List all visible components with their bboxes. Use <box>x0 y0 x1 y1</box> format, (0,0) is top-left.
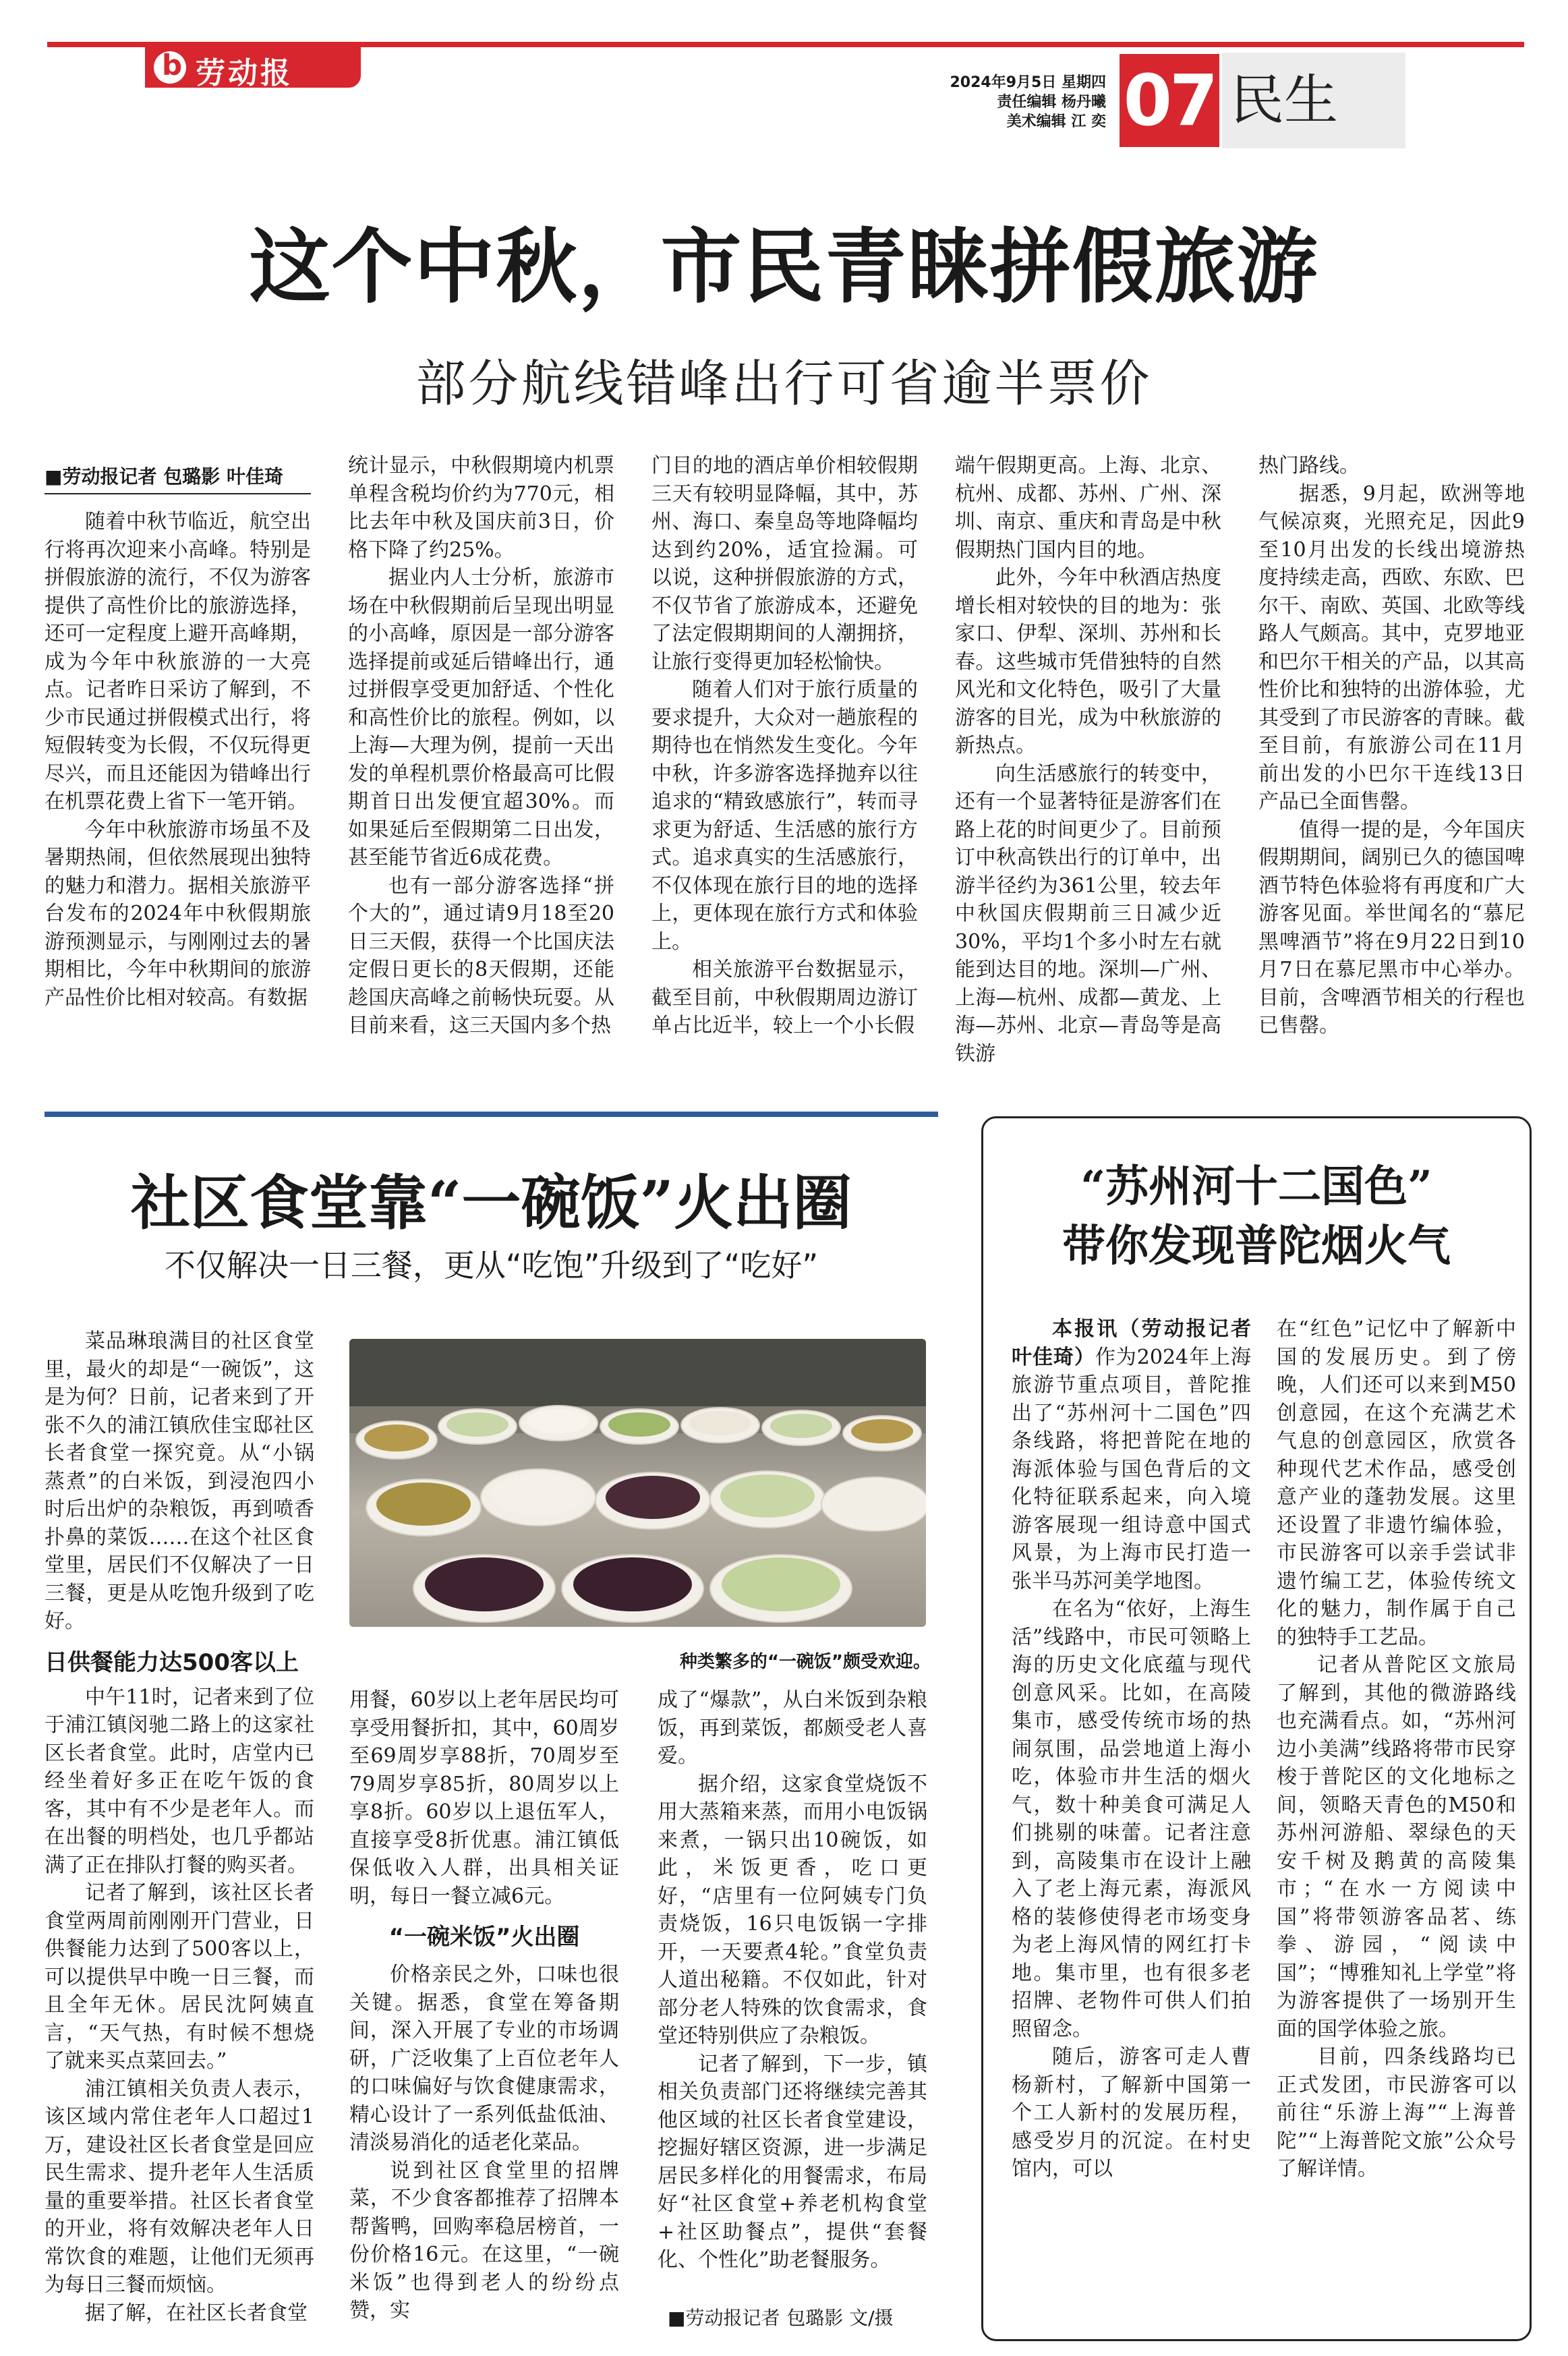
article1-headline: 这个中秋，市民青睐拼假旅游 <box>249 219 1319 314</box>
paragraph: 随着人们对于旅行质量的要求提升，大众对一趟旅程的期待也在悄然发生变化。今年中秋，许多游客选择抛弃以往追求的“精致感旅行”，转而寻求更为舒适、生活感的旅行方式。追求真实的生活感旅行，不仅体现在旅行目的地的选择上，更体现在旅行方式和体验上。 <box>651 678 918 954</box>
masthead-rule <box>47 42 1524 47</box>
logo-icon <box>154 51 186 84</box>
article2-column-2 <box>349 1686 619 2325</box>
paragraph <box>1012 1315 1251 1595</box>
paragraph: 在名为“依好，上海生活”线路中，市民可领略上海的历史文化底蕴与现代创意风采。比如，在高陵集市，感受传统市场的热闹氛围，品尝地道上海小吃，体验市井生活的烟火气，数十种美食可满足人们挑剔的味蕾。记者注意到，高陵集市在设计上融入了老上海元素，海派风格的装修使得老市场变身为老上海风情的网红打卡地。集市里，也有很多老招牌、老物件可供人们拍照留念。 <box>1012 1597 1251 2041</box>
responsible-editor: 责任编辑 杨丹曦 <box>997 94 1106 111</box>
paragraph: 端午假期更高。上海、北京、杭州、成都、苏州、广州、深圳、南京、重庆和青岛是中秋假期热门国内目的地。 <box>955 454 1221 562</box>
subheading: 日供餐能力达500客以上 <box>45 1648 299 1676</box>
article2-headline: 社区食堂靠“一碗饭”火出圈 <box>130 1168 852 1238</box>
paragraph: 此外，今年中秋酒店热度增长相对较快的目的地为：张家口、伊犁、深圳、苏州和长春。这些城市凭借独特的自然风光和文化特色，吸引了大量游客的目光，成为中秋旅游的新热点。 <box>955 566 1221 757</box>
paragraph: 菜品琳琅满目的社区食堂里，最火的却是“一碗饭”，这是为何？日前，记者来到了开张不久的浦江镇欣佳宝邸社区长者食堂一探究竟。从“小锅蒸煮”的白米饭，到浸泡四小时后出炉的杂粮饭，再到喷香扑鼻的菜饭……在这个社区食堂里，居民们不仅解决了一日三餐，更是从吃饱升级到了吃好。 <box>45 1329 314 1633</box>
issue-date: 2024年9月5日 星期四 <box>950 74 1106 91</box>
credit-label: ■劳动报记者 <box>668 2307 780 2329</box>
paragraph: 记者了解到，下一步，镇相关负责部门还将继续完善其他区域的社区长者食堂建设，挖掘好辖区资源，进一步满足居民多样化的用餐需求，布局好“社区食堂+养老机构食堂+社区助餐点”，提供“套餐化、个性化”助老餐服务。 <box>658 2052 927 2272</box>
paragraph: 值得一提的是，今年国庆假期期间，阔别已久的德国啤酒节特色体验将有再度和广大游客见面。举世闻名的“慕尼黑啤酒节”将在9月22日到10月7日在慕尼黑市中心举办。目前，含啤酒节相关的行程也已售罄。 <box>1258 817 1525 1037</box>
paragraph: 成了“爆款”，从白米饭到杂粮饭，再到菜饭，都颇受老人喜爱。 <box>658 1688 927 1768</box>
article3-column-2 <box>1277 1315 1516 2183</box>
paragraph: 门目的地的酒店单价相较假期三天有较明显降幅，其中，苏州、海口、秦皇岛等地降幅均达到约20%，适宜捡漏。可以说，这种拼假旅游的方式，不仅节省了旅游成本，还避免了法定假期期间的人潮拥挤，让旅行变得更加轻松愉快。 <box>651 454 918 674</box>
section-divider <box>45 1112 938 1117</box>
article3-headline-line1: “苏州河十二国色” <box>1080 1161 1432 1212</box>
rice-bowls-image <box>349 1339 926 1627</box>
paragraph-text: 作为2024年上海旅游节重点项目，普陀推出了“苏州河十二国色”四条线路，将把普陀在地的海派体验与国色背后的文化特征联系起来，向入境游客展现一组诗意中国式风景，为上海市民打造一张半马苏河美学地图。 <box>1012 1345 1251 1593</box>
paragraph: 随后，游客可走人曹杨新村，了解新中国第一个工人新村的发展历程，感受岁月的沉淀。在村史馆内，可以 <box>1012 2045 1251 2181</box>
paragraph: 在“红色”记忆中了解新中国的发展历史。到了傍晚，人们还可以来到M50创意园，在这个充满艺术气息的创意园区，欣赏各种现代艺术作品，感受创意产业的蓬勃发展。这里还设置了非遗竹编体验，市民游客可以亲手尝试非遗竹编工艺，体验传统文化的魅力，制作属于自己的独特手工艺品。 <box>1277 1317 1516 1649</box>
article2-credit <box>668 2303 894 2330</box>
paragraph: 据介绍，这家食堂烧饭不用大蒸箱来蒸，而用小电饭锅来煮，一锅只出10碗饭，如此，米饭更香，吃口更好，“店里有一位阿姨专门负责烧饭，16只电饭锅一字排开，一天要煮4轮。”食堂负责人道出秘籍。不仅如此，针对部分老人特殊的饮食需求，食堂还特别供应了杂粮饭。 <box>658 1772 927 2048</box>
paragraph: 价格亲民之外，口味也很关键。据悉，食堂在筹备期间，深入开展了专业的市场调研，广泛收集了上百位老年人的口味偏好与饮食健康需求，精心设计了一系列低盐低油、清淡易消化的适老化菜品。 <box>349 1963 619 2154</box>
paragraph: 据了解，在社区长者食堂 <box>85 2301 308 2325</box>
issue-meta <box>917 73 1106 132</box>
paragraph: 浦江镇相关负责人表示，该区域内常住老年人口超过1万，建设社区长者食堂是回应民生需求、提升老年人生活质量的重要举措。社区长者食堂的开业，将有效解决老年人日常饮食的难题，让他们无须再为每日三餐而烦恼。 <box>45 2077 314 2297</box>
paragraph: 目前，四条线路均已正式发团，市民游客可以前往“乐游上海”“上海普陀”“上海普陀文旅”公众号了解详情。 <box>1277 2045 1516 2181</box>
article2-subheadline: 不仅解决一日三餐，更从“吃饱”升级到了“吃好” <box>164 1247 819 1284</box>
article1-subheadline: 部分航线错峰出行可省逾半票价 <box>415 355 1153 413</box>
article1-column-1 <box>45 462 311 1012</box>
paragraph: 今年中秋旅游市场虽不及暑期热闹，但依然展现出独特的魅力和潜力。据相关旅游平台发布的2024年中秋假期旅游预测显示，与刚刚过去的暑期相比，今年中秋期间的旅游产品性价比相对较高。有数据 <box>45 817 311 1010</box>
article1-byline: ■劳动报记者 包璐影 叶佳琦 <box>45 462 311 494</box>
page-number: 07 <box>1120 54 1219 147</box>
article3-column-1 <box>1012 1315 1251 2183</box>
paragraph: 记者从普陀区文旅局了解到，其他的微游路线也充满看点。如，“苏州河边小美满”线路将带市民穿梭于普陀区的文化地标之间，领略天青色的M50和苏州河游船、翠绿色的天安千树及鹅黄的高陵集市；“在水一方阅读中国”将带领游客品茗、练拳、游园，“阅读中国”；“博雅知礼上学堂”将为游客提供了一场别开生面的国学体验之旅。 <box>1277 1653 1516 2041</box>
art-editor: 美术编辑 江 奕 <box>1006 113 1106 130</box>
article1-column-4 <box>955 452 1221 1068</box>
credit-name: 包璐影 文/摄 <box>786 2307 894 2329</box>
paragraph: 用餐，60岁以上老年居民均可享受用餐折扣，其中，60周岁至69周岁享88折，70周岁至79周岁享85折，80周岁以上享8折。60岁以上退伍军人，直接享受8折优惠。浦江镇低保低收入人群，出具相关证明，每日一餐立减6元。 <box>349 1688 619 1908</box>
article3-byline: 本报讯（劳动报记者 叶佳琦） <box>1012 1317 1251 1369</box>
photo-caption: 种类繁多的“一碗饭”颇受欢迎。 <box>679 1652 931 1672</box>
paragraph: 中午11时，记者来到了位于浦江镇闵驰二路上的这家社区长者食堂。此时，店堂内已经坐着好多正在吃午饭的食客，其中有不少是老年人。而在出餐的明档处，也几乎都站满了正在排队打餐的购买者。 <box>45 1685 314 1877</box>
article2-column-1 <box>45 1327 314 2327</box>
paragraph: 统计显示，中秋假期境内机票单程含税均价约为770元，相比去年中秋及国庆前3日，价格下降了约25%。 <box>348 454 614 562</box>
article3-headline-line2: 带你发现普陀烟火气 <box>1062 1221 1451 1271</box>
article1-column-5 <box>1258 452 1525 1040</box>
paragraph: 热门路线。 <box>1258 454 1360 478</box>
paragraph: 相关旅游平台数据显示，截至目前，中秋假期周边游订单占比近半，较上一个小长假 <box>651 958 918 1037</box>
paragraph: 向生活感旅行的转变中，还有一个显著特征是游客们在路上花的时间更少了。目前预订中秋高铁出行的订单中，出游半径约为361公里，较去年中秋国庆假期前三日减少近30%，平均1个多小时左右就能到达目的地。深圳—广州、上海—杭州、成都—黄龙、上海—苏州、北京—青岛等是高铁游 <box>955 762 1221 1066</box>
subheading: “一碗米饭”火出圈 <box>388 1924 580 1951</box>
food-photo <box>349 1339 926 1627</box>
article1-column-2 <box>348 452 614 1040</box>
paragraph: 据业内人士分析，旅游市场在中秋假期前后呈现出明显的小高峰，原因是一部分游客选择提前或延后错峰出行，通过拼假享受更加舒适、个性化和高性价比的旅程。例如，以上海—大理为例，提前一天出发的单程机票价格最高可比假期首日出发便宜超30%。而如果延后至假期第二日出发，甚至能节省近6成花费。 <box>348 566 614 869</box>
paragraph: 据悉，9月起，欧洲等地气候凉爽，光照充足，因此9至10月出发的长线出境游热度持续走高，西欧、东欧、巴尔干、南欧、英国、北欧等线路人气颇高。其中，克罗地亚和巴尔干相关的产品，以其高性价比和独特的出游体验，尤其受到了市民游客的青睐。截至目前，有旅游公司在11月前出发的小巴尔干连线13日产品已全面售罄。 <box>1258 482 1525 813</box>
paragraph: 记者了解到，该社区长者食堂两周前刚刚开门营业，日供餐能力达到了500客以上，可以提供早中晚一日三餐，而且全年无休。居民沈阿姨直言，“天气热，有时候不想烧了就来买点菜回去。” <box>45 1881 314 2073</box>
article3-headline <box>981 1157 1532 1276</box>
section-title: 民生 <box>1222 53 1405 148</box>
paragraph: 说到社区食堂里的招牌菜，不少食客都推荐了招牌本帮酱鸭，回购率稳居榜首，一份价格16元。在这里，“一碗米饭”也得到老人的纷纷点赞，实 <box>349 2158 619 2322</box>
article2-column-3 <box>658 1686 927 2274</box>
logo-text: 劳动报 <box>196 56 293 90</box>
paragraph: 随着中秋节临近，航空出行将再次迎来小高峰。特别是拼假旅游的流行，不仅为游客提供了高性价比的旅游选择，还可一定程度上避开高峰期，成为今年中秋旅游的一大亮点。记者昨日采访了解到，不少市民通过拼假模式出行，将短假转变为长假，不仅玩得更尽兴，而且还能因为错峰出行在机票花费上省下一笔开销。 <box>45 510 311 813</box>
paragraph: 也有一部分游客选择“拼个大的”，通过请9月18至20日三天假，获得一个比国庆法定假日更长的8天假期，还能趁国庆高峰之前畅快玩耍。从目前来看，这三天国内多个热 <box>348 873 614 1037</box>
article1-column-3 <box>651 452 918 1040</box>
